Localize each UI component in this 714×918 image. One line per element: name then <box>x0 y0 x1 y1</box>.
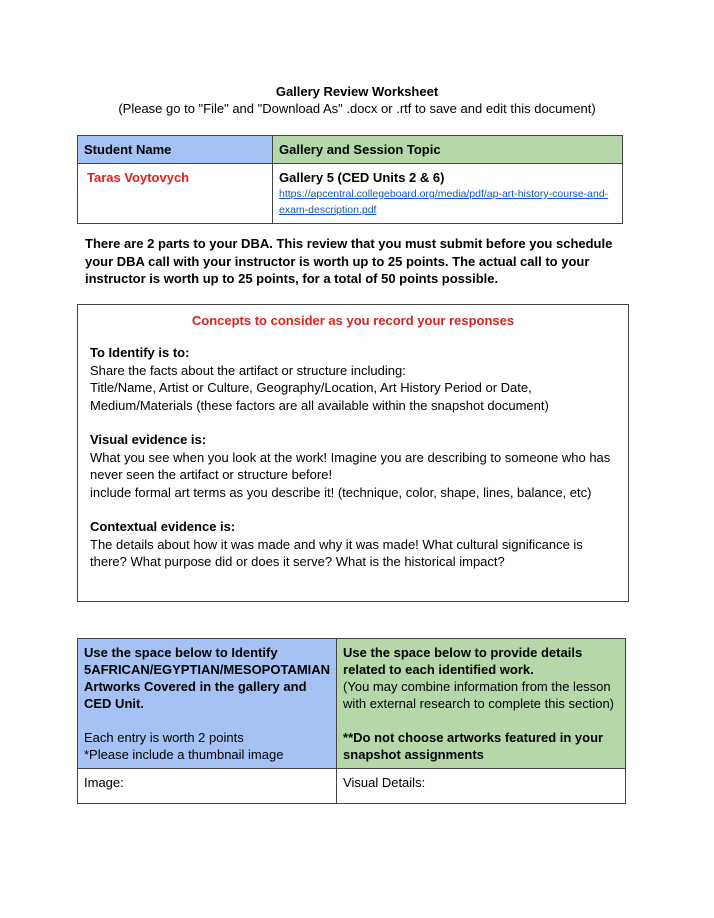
visual-details-label: Visual Details: <box>343 775 426 790</box>
points-note: Each entry is worth 2 points <box>84 730 244 745</box>
gallery-topic-text: Gallery 5 (CED Units 2 & 6) <box>279 170 445 185</box>
concepts-title: Concepts to consider as you record your responses <box>191 313 515 328</box>
artworks-table <box>77 638 626 804</box>
identify-line: Share the facts about the artifact or structure including: <box>90 362 406 378</box>
student-info-table <box>77 135 623 224</box>
gallery-topic-cell[interactable] <box>273 164 623 224</box>
image-label: Image: <box>84 775 124 790</box>
thumbnail-note: *Please include a thumbnail image <box>84 747 284 762</box>
student-name-header: Student Name <box>78 136 273 164</box>
visual-evidence-line: What you see when you look at the work! Imagine you are describing to someone who has never seen the artifact or structure before! <box>90 449 611 482</box>
student-name-cell[interactable]: Taras Voytovych <box>78 164 273 224</box>
visual-evidence-line: include formal art terms as you describe it! (technique, color, shape, lines, balance, etc) <box>90 484 592 500</box>
ced-pdf-link[interactable]: https://apcentral.collegeboard.org/media/pdf/ap-art-history-course-and-exam-description.pdf <box>279 188 609 216</box>
visual-evidence-heading: Visual evidence is: <box>90 432 207 447</box>
identify-heading: To Identify is to: <box>90 345 190 360</box>
snapshot-warning: **Do not choose artworks featured in your snapshot assignments <box>343 730 604 762</box>
gallery-topic-header: Gallery and Session Topic <box>273 136 623 164</box>
identify-instructions: Use the space below to Identify 5AFRICAN/EGYPTIAN/MESOPOTAMIAN Artworks Covered in the gallery and CED Unit. <box>84 645 331 711</box>
details-instructions: Use the space below to provide details related to each identified work. <box>343 645 583 677</box>
image-cell[interactable] <box>78 769 337 804</box>
identify-artworks-header <box>78 639 337 769</box>
document-subtitle: (Please go to "File" and "Download As" .docx or .rtf to save and edit this document) <box>118 101 596 116</box>
identify-line: Title/Name, Artist or Culture, Geography/Location, Art History Period or Date, <box>90 380 532 395</box>
document-title: Gallery Review Worksheet <box>275 84 439 99</box>
details-note: (You may combine information from the lesson with external research to complete this section) <box>343 679 615 711</box>
identify-line: Medium/Materials (these factors are all available within the snapshot document) <box>90 397 549 413</box>
visual-details-cell[interactable] <box>337 769 626 804</box>
concepts-box <box>77 304 629 602</box>
contextual-evidence-heading: Contextual evidence is: <box>90 519 236 534</box>
contextual-evidence-line: The details about how it was made and why it was made! What cultural significance is there? What purpose did or does it serve? What is the historical impact? <box>90 536 583 569</box>
dba-intro-paragraph: There are 2 parts to your DBA. This review that you must submit before you schedule your DBA call with your instructor is worth up to 25 points. The actual call to your instructor is worth up to 25 points, for a total of 50 points possible. <box>85 236 613 286</box>
details-header <box>337 639 626 769</box>
